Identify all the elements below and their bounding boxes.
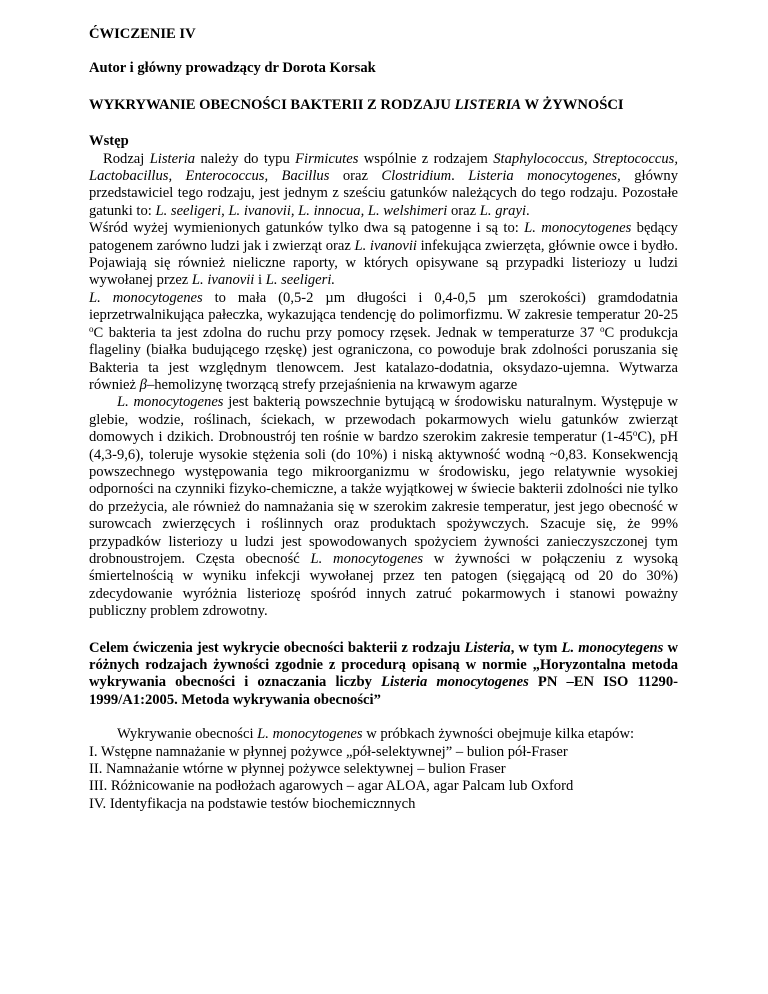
paragraph-pathogens: Wśród wyżej wymienionych gatunków tylko dwa są patogenne i są to: L. monocytogenes będący patogenem zarówno ludzi jak i zwierząt oraz L. ivanovii infekująca zwierzęta, głównie owce i bydło. Pojawiają się również nieliczne raporty, w których opisywane są przypadki listeriozy u ludzi wywołanej przez L. ivanovii i L. seeligeri. bbox=[89, 220, 678, 289]
step-item: II. Namnażanie wtórne w płynnej pożywce selektywnej – bulion Fraser bbox=[89, 761, 506, 778]
step-item: IV. Identyfikacja na podstawie testów biochemicznnych bbox=[89, 795, 416, 812]
author-line: Autor i główny prowadzący dr Dorota Korsak bbox=[89, 60, 376, 77]
document-page bbox=[89, 26, 678, 813]
detection-steps bbox=[89, 726, 678, 813]
paragraph-genus: Rodzaj Listeria należy do typu Firmicutes wspólnie z rodzajem Staphylococcus, Streptococcus, Lactobacillus, Enterococcus, Bacillus oraz Clostridium. Listeria monocytogenes, główny przedstawiciel tego rodzaju, jest jednym z sześciu gatunków należących do tego rodzaju. Pozostałe gatunki to: L. seeligeri, L. ivanovii, L. innocua, L. welshimeri oraz L. grayi. bbox=[89, 150, 678, 219]
step-item: III. Różnicowanie na podłożach agarowych – agar ALOA, agar Palcam lub Oxford bbox=[89, 778, 574, 795]
steps-intro: Wykrywanie obecności L. monocytogenes w próbkach żywności obejmuje kilka etapów: bbox=[117, 726, 635, 743]
exercise-goal: Celem ćwiczenia jest wykrycie obecności bakterii z rodzaju Listeria, w tym L. monocytegens w różnych rodzajach żywności zgodnie z procedurą opisaną w normie „Horyzontalna metoda wykrywania obecności i oznaczania liczby Listeria monocytogenes PN –EN ISO 11290-1999/A1:2005. Metoda wykrywania obecności” bbox=[89, 639, 678, 708]
intro-heading: Wstęp bbox=[89, 133, 129, 150]
paragraph-occurrence: L. monocytogenes jest bakterią powszechnie bytującą w środowisku naturalnym. Występuje w glebie, wodzie, roślinach, ściekach, w przewodach pokarmowych wielu gatunków zwierząt domowych i dzikich. Drobnoustrój ten rośnie w bardzo szerokim zakresie temperatur (1-45$^o$C), pH (4,3-9,6), toleruje wysokie stężenia soli (do 10%) i niską aktywność wodną ~0,83. Konsekwencją powszechnego występowania tego mikroorganizmu w środowisku, jego relatywnie wysokiej odporności na czynniki fizyko-chemiczne, a także wyjątkowej w świecie bakterii zdolności nie tylko do przeżycia, ale również do namnażania się w szerokim zakresie temperatur, jest jego obecność w surowcach zwierzęcych i roślinnych oraz produktach spożywczych. Szacuje się, że 99% przypadków listeriozy u ludzi jest spowodowanych spożyciem żywności zanieczyszczonej tym drobnoustrojem. Częsta obecność L. monocytogenes w żywności w połączeniu z wysoką śmiertelnością w wyniku infekcji wywołanej przez ten patogen (sięgającą od 20 do 30%) zdecydowanie wyróżnia listeriozę spośród innych zatruć pokarmowych i stanowi poważny publiczny problem zdrowotny. bbox=[89, 394, 678, 620]
document-title: WYKRYWANIE OBECNOŚCI BAKTERII Z RODZAJU LISTERIA W ŻYWNOŚCI bbox=[89, 96, 624, 113]
paragraph-morphology: L. monocytogenes to mała (0,5-2 µm długości i 0,4-0,5 µm szerokości) gramdodatnia ieprzetrwalnikująca pałeczka, wykazująca tendencję do polimorfizmu. W zakresie temperatur 20-25 $^o$C bakteria ta jest zdolna do ruchu przy pomocy rzęsek. Jednak w temperaturze 37 $^o$C produkcja flageliny (białka budującego rzęskę) jest ograniczona, co powoduje brak zdolności poruszania się Bakteria ta jest względnym tlenowcem. Jest katalazo-dodatnia, oksydazo-ujemna. Wytwarza również β–hemolizynę tworzącą strefy przejaśnienia na krwawym agarze bbox=[89, 289, 678, 393]
step-item: I. Wstępne namnażanie w płynnej pożywce „pół-selektywnej” – bulion pół-Fraser bbox=[89, 743, 568, 760]
exercise-heading: ĆWICZENIE IV bbox=[89, 26, 196, 42]
